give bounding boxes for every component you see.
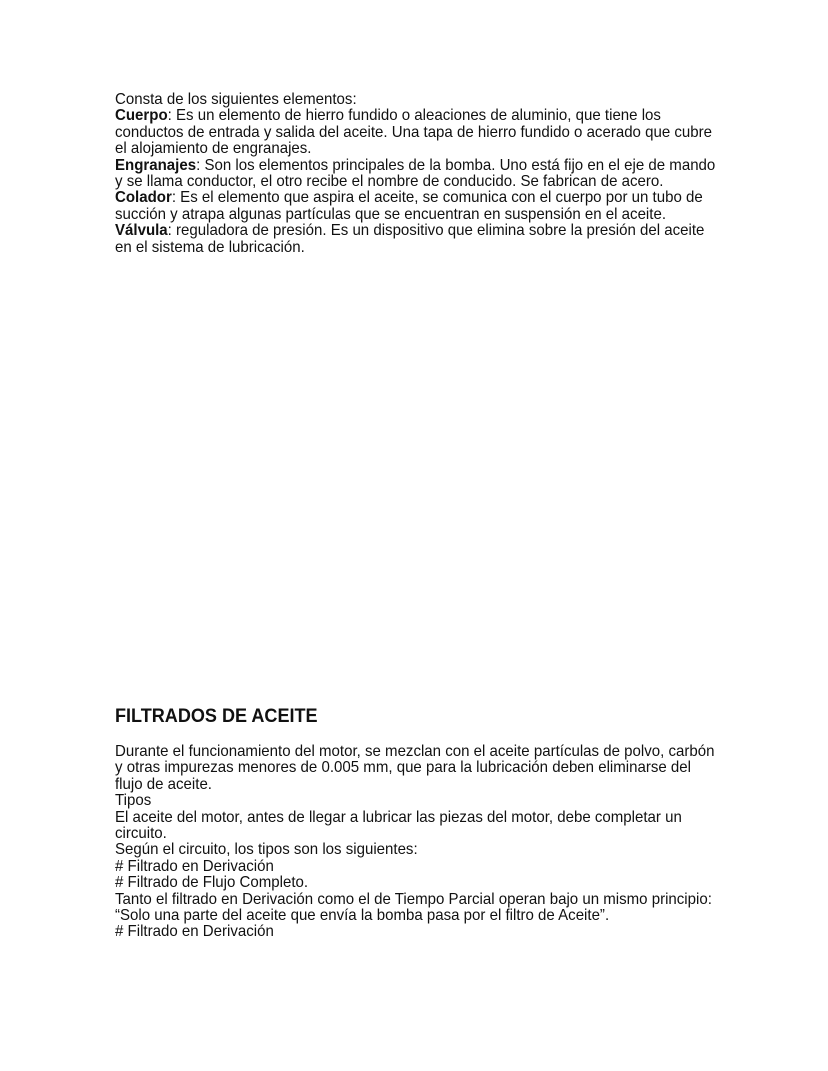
list-item: # Filtrado de Flujo Completo. xyxy=(115,874,309,892)
desc-valvula: : reguladora de presión. Es un dispositivo que elimina sobre la presión del aceite en el sistema de lubricación. xyxy=(115,222,705,256)
list-item: # Filtrado en Derivación xyxy=(115,923,274,941)
oil-filtering-section xyxy=(115,744,717,941)
term-valvula: Válvula xyxy=(115,222,168,240)
element-engranajes xyxy=(115,158,717,191)
desc-engranajes: : Son los elementos principales de la bomba. Uno está fijo en el eje de mando y se llama conductor, el otro recibe el nombre de conducido. Se fabrican de acero. xyxy=(115,156,716,191)
element-cuerpo xyxy=(115,108,717,157)
pump-elements-section xyxy=(115,92,717,256)
paragraph: Tanto el filtrado en Derivación como el de Tiempo Parcial operan bajo un mismo principio: “Solo una parte del aceite que envía la bomba pasa por el filtro de Aceite”. xyxy=(115,890,712,925)
element-colador xyxy=(115,190,717,223)
term-engranajes: Engranajes xyxy=(115,156,197,174)
desc-cuerpo: : Es un elemento de hierro fundido o aleaciones de aluminio, que tiene los conductos de entrada y salida del aceite. Una tapa de hierro fundido o acerado que cubre el alojamiento de engranajes. xyxy=(115,107,713,158)
paragraph: Según el circuito, los tipos son los siguientes: xyxy=(115,841,418,859)
element-valvula xyxy=(115,223,717,256)
paragraph: Durante el funcionamiento del motor, se mezclan con el aceite partículas de polvo, carbón y otras impurezas menores de 0.005 mm, que para la lubricación deben eliminarse del flujo de aceite. xyxy=(115,743,715,793)
list-item: # Filtrado en Derivación xyxy=(115,857,274,875)
paragraph: Tipos xyxy=(115,792,152,810)
term-colador: Colador xyxy=(115,189,172,207)
paragraph: El aceite del motor, antes de llegar a lubricar las piezas del motor, debe completar un circuito. xyxy=(115,808,682,843)
intro-text: Consta de los siguientes elementos: xyxy=(115,91,357,108)
term-cuerpo: Cuerpo xyxy=(115,107,168,125)
desc-colador: : Es el elemento que aspira el aceite, se comunica con el cuerpo por un tubo de succión y atrapa algunas partículas que se encuentran en suspensión en el aceite. xyxy=(115,189,703,223)
section-heading: FILTRADOS DE ACEITE xyxy=(115,706,318,727)
